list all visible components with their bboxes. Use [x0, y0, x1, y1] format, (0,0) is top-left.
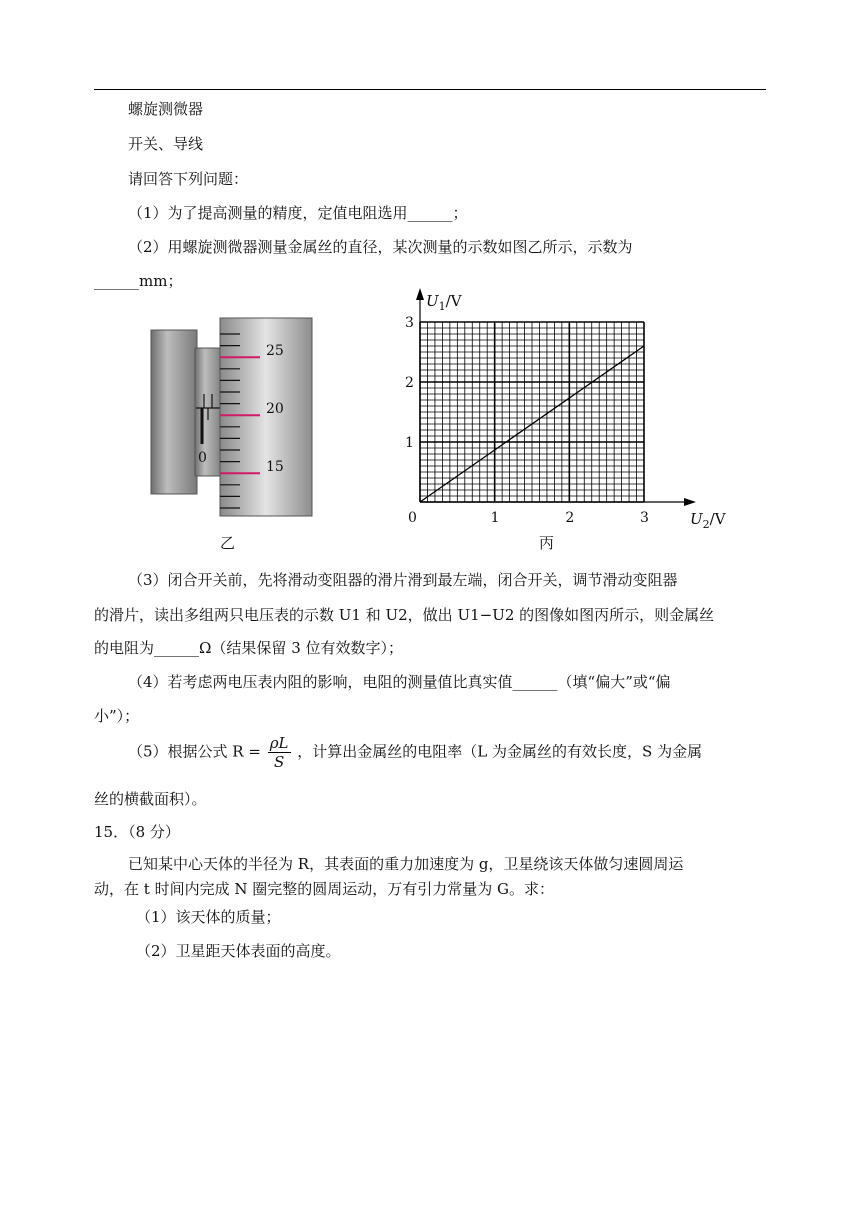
y-tick-label: 1	[405, 435, 414, 451]
sleeve-zero-label: 0	[198, 450, 207, 466]
x-tick-label: 0	[408, 510, 417, 526]
u1-u2-chart	[398, 288, 738, 530]
question-2-line1: （2）用螺旋测微器测量金属丝的直径，某次测量的示数如图乙所示，示数为	[128, 238, 633, 256]
problem-15-header: 15．（8 分）	[94, 823, 180, 841]
figure-caption-yi: 乙	[220, 534, 236, 552]
problem-15-line1: 已知某中心天体的半径为 R，其表面的重力加速度为 g，卫星绕该天体做匀速圆周运	[128, 855, 684, 873]
question-3-line1: （3）闭合开关前，先将滑动变阻器的滑片滑到最左端，闭合开关，调节滑动变阻器	[128, 571, 678, 589]
list-item: 螺旋测微器	[128, 100, 204, 118]
y-tick-label: 2	[405, 375, 414, 391]
problem-15-sub2: （2）卫星距天体表面的高度。	[136, 942, 341, 960]
question-5-line1	[128, 734, 702, 771]
micrometer-figure	[148, 316, 318, 520]
q5-after: ，计算出金属丝的电阻率（L 为金属丝的有效长度，S 为金属	[297, 742, 703, 761]
question-4-line2: 小”）；	[94, 707, 140, 725]
x-tick-label: 1	[490, 510, 500, 526]
y-axis-label: $U_1/V$	[426, 292, 462, 313]
question-2-line2: ______mm；	[94, 272, 183, 290]
y-axis-arrow	[416, 288, 424, 300]
question-5-line2: 丝的横截面积）。	[94, 790, 207, 808]
x-tick-label: 2	[565, 510, 575, 526]
thimble-label-25: 25	[266, 343, 284, 359]
y-tick-label: 3	[405, 315, 414, 331]
x-tick-label: 3	[640, 510, 649, 526]
problem-15-sub1: （1）该天体的质量；	[136, 908, 281, 926]
problem-15-line2: 动，在 t 时间内完成 N 圈完整的圆周运动，万有引力常量为 G。求：	[94, 880, 554, 898]
question-3-line2: 的滑片，读出多组两只电压表的示数 U1 和 U2，做出 U1−U2 的图像如图丙所示，则金属丝	[94, 606, 715, 624]
fraction-denominator: S	[273, 753, 285, 771]
thimble-label-15: 15	[266, 459, 284, 475]
x-axis-arrow	[684, 498, 696, 506]
micrometer-frame	[151, 330, 197, 494]
header-rule	[94, 89, 766, 90]
question-1: （1）为了提高测量的精度，定值电阻选用______；	[128, 204, 468, 222]
list-item: 开关、导线	[128, 135, 204, 153]
thimble-label-20: 20	[266, 401, 284, 417]
resistivity-fraction	[268, 734, 291, 771]
fraction-numerator: ρL	[269, 734, 289, 752]
question-4-line1: （4）若考虑两电压表内阻的影响，电阻的测量值比真实值______（填“偏大”或“偏	[128, 673, 671, 691]
q5-before: （5）根据公式 R =	[128, 742, 261, 761]
question-3-line3: 的电阻为______Ω（结果保留 3 位有效数字）；	[94, 639, 404, 657]
figure-caption-bing: 丙	[539, 534, 555, 552]
x-axis-label: $U_2/V$	[690, 510, 726, 530]
prompt-text: 请回答下列问题：	[128, 170, 249, 188]
